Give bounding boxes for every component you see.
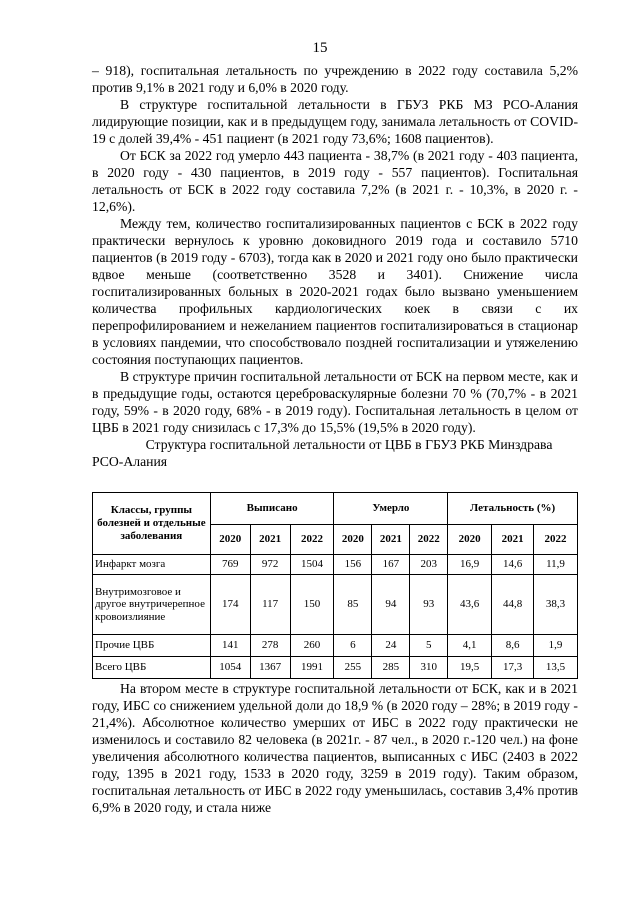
header-class: Классы, группы болезней и отдельные заболевания [93,493,211,555]
header-year: 2021 [372,525,410,555]
cell: 43,6 [448,575,492,635]
cell: 769 [210,555,250,575]
header-year: 2022 [534,525,578,555]
cell: 167 [372,555,410,575]
cell: 174 [210,575,250,635]
header-year: 2022 [290,525,334,555]
paragraph: – 918), госпитальная летальность по учреждению в 2022 году составила 5,2% против 9,1% в 2021 году и 6,0% в 2020 году. [92,63,578,95]
cell: 141 [210,635,250,657]
cell: 260 [290,635,334,657]
paragraph: Между тем, количество госпитализированных пациентов с БСК в 2022 году практически вернулось к уровню доковидного 2019 года и составило 5710 пациентов (в 2019 году - 6703), тогда как в 2020 и 2021 году оно было практически вдвое меньше (соответственно 3528 и 3401). Снижение числа госпитализированных больных в 2020-2021 годах было вызвано уменьшением количества профильных кардиологических коек в связи с их перепрофилированием и нежеланием пациентов госпитализироваться в стационар в условиях пандемии, что способствовало поздней госпитализации и утяжелению состояния поступающих пациентов. [92,216,578,367]
row-name: Внутримозговое и другое внутричерепное кровоизлияние [93,575,211,635]
cell: 44,8 [492,575,534,635]
cell: 255 [334,657,372,679]
cell: 1,9 [534,635,578,657]
cell: 16,9 [448,555,492,575]
paragraph: На втором месте в структуре госпитальной летальности от БСК, как и в 2021 году, ИБС со снижением удельной доли до 18,9 % (в 2020 году – 28%; в 2019 году - 21,4%). Абсолютное количество умерших от ИБС в 2022 году практически не изменилось и составило 82 человека (в 2021г. - 87 чел., в 2020 г.-120 чел.) на фоне увеличения абсолютного количества пациентов, выписанных с ИБС (2403 в 2022 году, 1395 в 2021 году, 1533 в 2020 году, 3259 в 2019 году). Таким образом, госпитальная летальность от ИБС в 2022 году уменьшилась, составив 3,4% против 6,9% в 2020 году, и стала ниже [92,681,578,815]
text-block-bottom [92,680,578,816]
cell: 1991 [290,657,334,679]
cell: 24 [372,635,410,657]
cell: 14,6 [492,555,534,575]
header-year: 2020 [448,525,492,555]
cell: 1367 [250,657,290,679]
cell: 203 [410,555,448,575]
cell: 278 [250,635,290,657]
table-row [93,575,578,635]
cell: 285 [372,657,410,679]
paragraph: В структуре причин госпитальной летальности от БСК на первом месте, как и в предыдущие годы, остаются цереброваскулярные болезни 70 % (70,7% - в 2021 году, 59% - в 2020 году, 68% - в 2019 году). Госпитальная летальность в целом от ЦВБ в 2021 году снизилась с 17,3% до 15,5% (19,5% в 2020 году). [92,369,578,435]
paragraph: В структуре госпитальной летальности в ГБУЗ РКБ МЗ РСО-Алания лидирующие позиции, как и в предыдущем году, занимала летальность от COVID-19 с долей 39,4% - 451 пациент (в 2021 году 73,6%; 1608 пациентов). [92,97,578,146]
table-caption-line: РСО-Алания [92,454,168,469]
row-name: Всего ЦВБ [93,657,211,679]
header-discharged: Выписано [210,493,334,525]
header-year: 2022 [410,525,448,555]
table-caption [92,436,578,470]
paragraph: От БСК за 2022 год умерло 443 пациента - 38,7% (в 2021 году - 403 пациента, в 2020 году - 430 пациентов, в 2019 году - 557 пациентов). Госпитальная летальность от БСК в 2022 году составила 7,2% (в 2021 г. - 10,3%, в 2020 г. - 12,6%). [92,148,578,214]
cell: 310 [410,657,448,679]
cell: 17,3 [492,657,534,679]
text-block-top [92,62,578,470]
page-number: 15 [312,40,328,56]
cell: 1504 [290,555,334,575]
cell: 156 [334,555,372,575]
cell: 19,5 [448,657,492,679]
cell: 85 [334,575,372,635]
cell: 1054 [210,657,250,679]
header-year: 2020 [334,525,372,555]
cell: 8,6 [492,635,534,657]
cell: 38,3 [534,575,578,635]
cell: 94 [372,575,410,635]
lethality-table [92,492,578,679]
cell: 117 [250,575,290,635]
table-row [93,635,578,657]
cell: 11,9 [534,555,578,575]
header-year: 2021 [250,525,290,555]
cell: 150 [290,575,334,635]
row-name: Инфаркт мозга [93,555,211,575]
table-row [93,555,578,575]
header-lethality: Летальность (%) [448,493,578,525]
cell: 6 [334,635,372,657]
header-died: Умерло [334,493,448,525]
cell: 93 [410,575,448,635]
cell: 972 [250,555,290,575]
row-name: Прочие ЦВБ [93,635,211,657]
cell: 5 [410,635,448,657]
header-year: 2020 [210,525,250,555]
cell: 13,5 [534,657,578,679]
cell: 4,1 [448,635,492,657]
header-year: 2021 [492,525,534,555]
table-row [93,657,578,679]
table-caption-line: Структура госпитальной летальности от ЦВБ в ГБУЗ РКБ Минздрава [145,437,553,452]
